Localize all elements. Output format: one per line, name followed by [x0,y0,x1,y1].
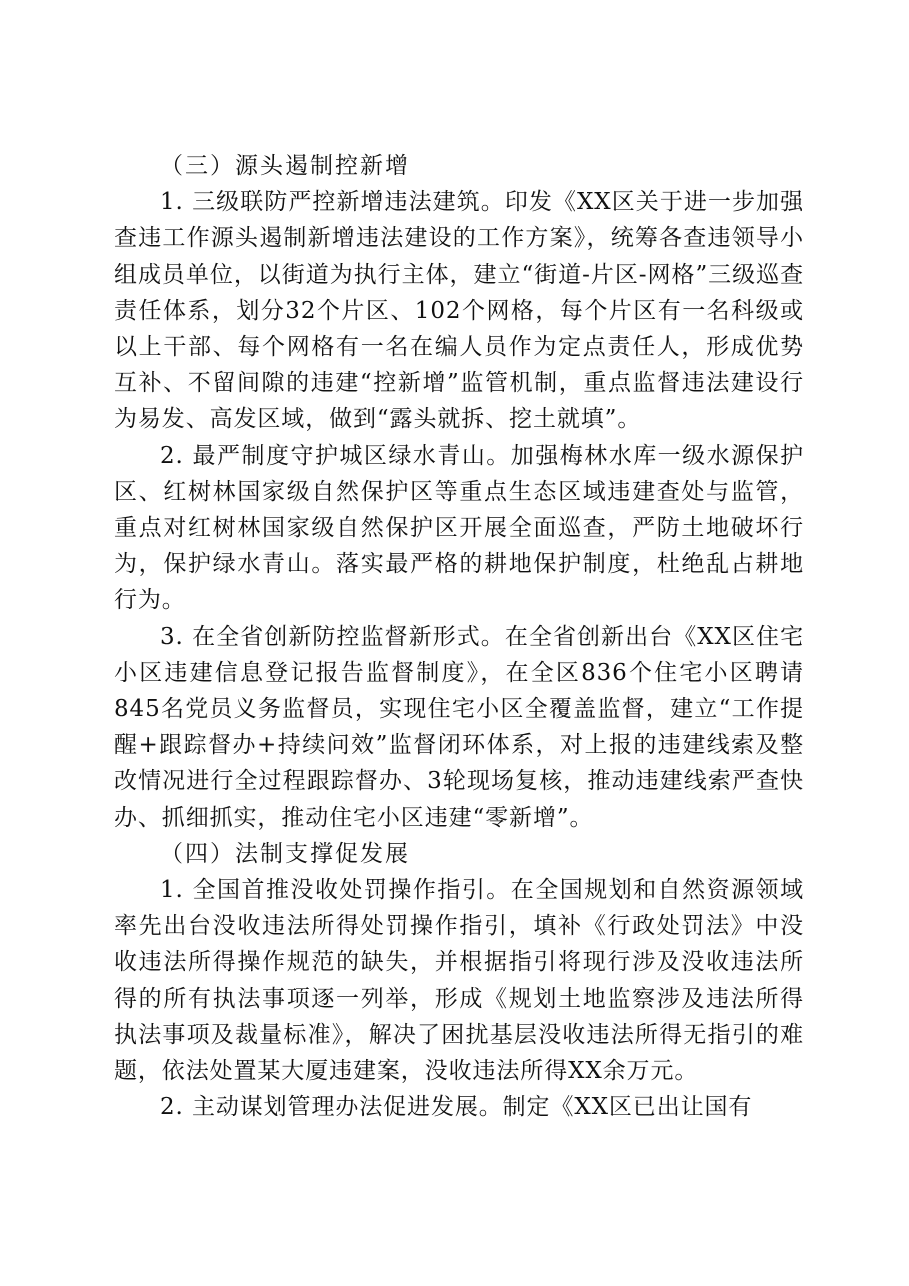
paragraph-3-3: 3. 在全省创新防控监督新形式。在全省创新出台《XX区住宅小区违建信息登记报告监督制度》，在全区836个住宅小区聘请845名党员义务监督员，实现住宅小区全覆盖监督，建立“工作提醒+跟踪督办+持续问效”监督闭环体系，对上报的违建线索及整改情况进行全过程跟踪督办、3轮现场复核，推动违建线索严查快办、抓细抓实，推动住宅小区违建“零新增”。 [114,623,804,831]
section-heading-3: （三）源头遏制控新增 [160,153,410,179]
paragraph-3-2: 2. 最严制度守护城区绿水青山。加强梅林水库一级水源保护区、红树林国家级自然保护区等重点生态区域违建查处与监管，重点对红树林国家级自然保护区开展全面巡查，严防土地破坏行为，保护绿水青山。落实最严格的耕地保护制度，杜绝乱占耕地行为。 [114,442,804,614]
paragraph-4-1: 1. 全国首推没收处罚操作指引。在全国规划和自然资源领域率先出台没收违法所得处罚操作指引，填补《行政处罚法》中没收违法所得操作规范的缺失，并根据指引将现行涉及没收违法所得的所有执法事项逐一列举，形成《规划土地监察涉及违法所得执法事项及裁量标准》，解决了困扰基层没收违法所得无指引的难题，依法处置某大厦违建案，没收违法所得XX余万元。 [114,877,804,1085]
paragraph-3-1: 1. 三级联防严控新增违法建筑。印发《XX区关于进一步加强查违工作源头遏制新增违法建设的工作方案》，统筹各查违领导小组成员单位，以街道为执行主体，建立“街道-片区-网格”三级巡查责任体系，划分32个片区、102个网格，每个片区有一名科级或以上干部、每个网格有一名在编人员作为定点责任人，形成优势互补、不留间隙的违建“控新增”监管机制，重点监督违法建设行为易发、高发区域，做到“露头就拆、挖土就填”。 [114,189,804,433]
document-body [114,148,804,1125]
section-heading-4: （四）法制支撑促发展 [160,840,410,867]
paragraph-4-2: 2. 主动谋划管理办法促进发展。制定《XX区已出让国有 [160,1094,753,1121]
